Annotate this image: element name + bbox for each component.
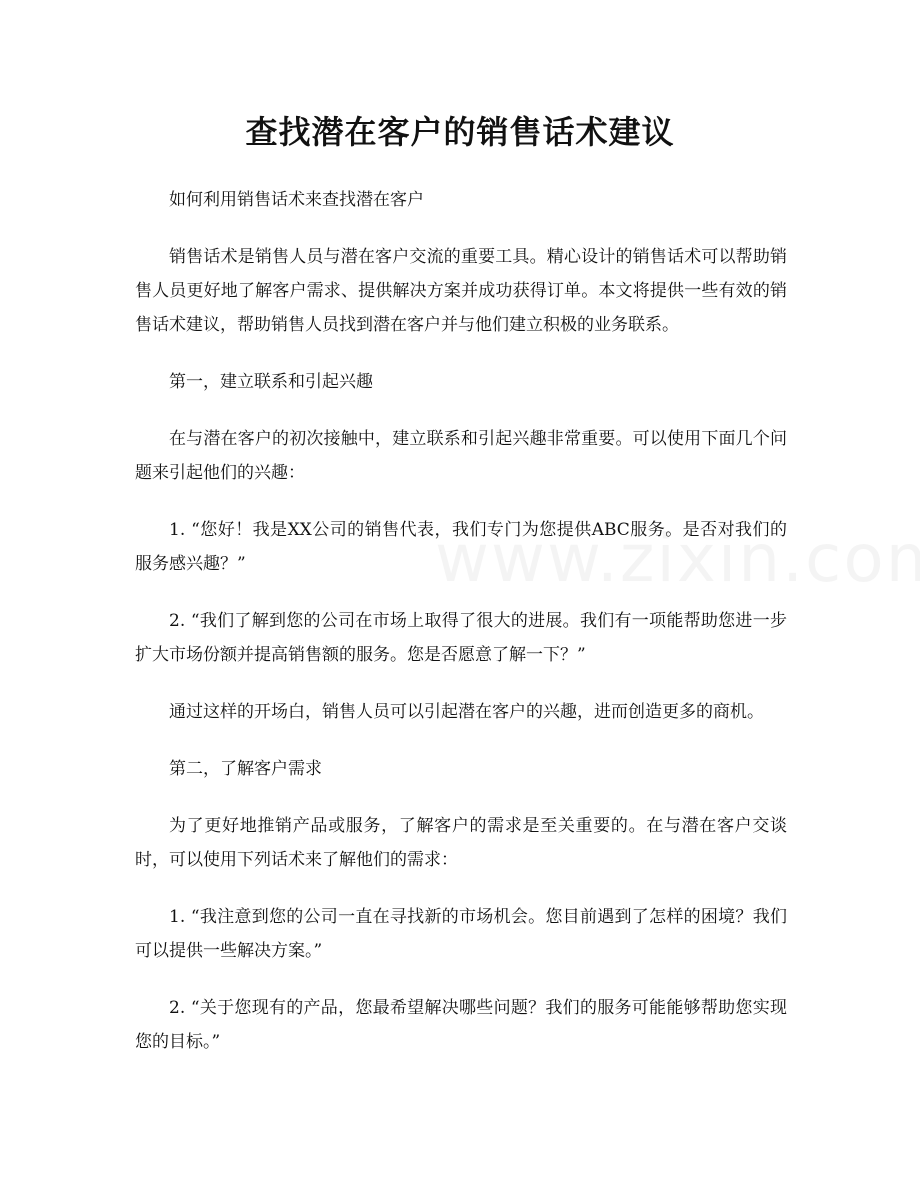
section-one-heading: 第一，建立联系和引起兴趣 [169,372,373,392]
section-two-paragraph: 为了更好地推销产品或服务，了解客户的需求是至关重要的。在与潜在客户交谈时，可以使用下列话术来了解他们的需求： [135,816,787,870]
document-body [135,183,787,1082]
section-one-paragraph: 在与潜在客户的初次接触中，建立联系和引起兴趣非常重要。可以使用下面几个问题来引起他们的兴趣： [135,429,787,483]
section-one-example-1: 1. “您好！我是XX公司的销售代表，我们专门为您提供ABC服务。是否对我们的服务感兴趣？” [135,520,787,574]
intro-heading: 如何利用销售话术来查找潜在客户 [169,190,424,210]
section-one-example-2: 2. “我们了解到您的公司在市场上取得了很大的进展。我们有一项能帮助您进一步扩大市场份额并提高销售额的服务。您是否愿意了解一下？” [135,611,787,665]
section-one-summary: 通过这样的开场白，销售人员可以引起潜在客户的兴趣，进而创造更多的商机。 [169,702,764,722]
intro-paragraph: 销售话术是销售人员与潜在客户交流的重要工具。精心设计的销售话术可以帮助销售人员更好地了解客户需求、提供解决方案并成功获得订单。本文将提供一些有效的销售话术建议，帮助销售人员找到潜在客户并与他们建立积极的业务联系。 [135,247,787,335]
section-two-heading: 第二，了解客户需求 [169,759,322,779]
section-two-example-1: 1. “我注意到您的公司一直在寻找新的市场机会。您目前遇到了怎样的困境？我们可以提供一些解决方案。” [135,907,787,961]
document-title: 查找潜在客户的销售话术建议 [245,113,675,151]
section-two-example-2: 2. “关于您现有的产品，您最希望解决哪些问题？我们的服务可能能够帮助您实现您的目标。” [135,998,787,1052]
